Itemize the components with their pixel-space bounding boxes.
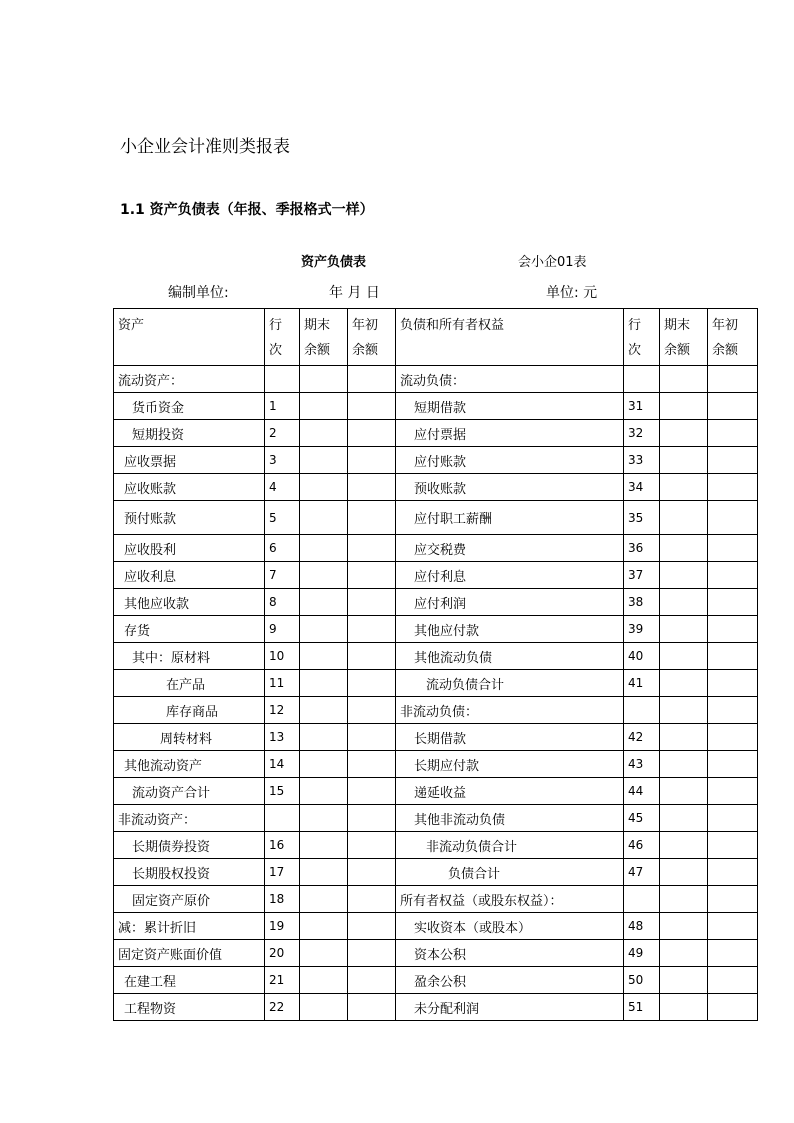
liability-begin-balance-cell[interactable]: [708, 778, 758, 805]
table-row: [114, 751, 758, 778]
asset-begin-balance-cell[interactable]: [348, 589, 396, 616]
liability-end-balance-cell[interactable]: [660, 616, 708, 643]
liability-item-label: 递延收益: [396, 778, 624, 805]
liability-item-label: 未分配利润: [396, 994, 624, 1021]
table-row: [114, 832, 758, 859]
asset-begin-balance-cell[interactable]: [348, 670, 396, 697]
header-liability: 负债和所有者权益: [396, 309, 624, 366]
liability-begin-balance-cell[interactable]: [708, 562, 758, 589]
header-begin-right-line1: 年初: [712, 318, 739, 333]
asset-begin-balance-cell[interactable]: [348, 562, 396, 589]
asset-begin-balance-cell[interactable]: [348, 501, 396, 535]
liability-row-number: 48: [624, 913, 660, 940]
liability-item-label: 非流动负债：: [396, 697, 624, 724]
header-begin-line1: 年初: [352, 318, 379, 333]
header-end-balance: [300, 309, 348, 366]
liability-end-balance-cell[interactable]: [660, 805, 708, 832]
table-row: [114, 724, 758, 751]
table-row: [114, 940, 758, 967]
asset-end-balance-cell[interactable]: [300, 967, 348, 994]
liability-item-label: 负债合计: [396, 859, 624, 886]
asset-item-label: 固定资产账面价值: [114, 940, 265, 967]
liability-item-label: 所有者权益（或股东权益）：: [396, 886, 624, 913]
liability-item-label: 非流动负债合计: [396, 832, 624, 859]
liability-begin-balance-cell[interactable]: [708, 616, 758, 643]
asset-begin-balance-cell[interactable]: [348, 832, 396, 859]
liability-begin-balance-cell[interactable]: [708, 913, 758, 940]
liability-end-balance-cell[interactable]: [660, 940, 708, 967]
liability-begin-balance-cell[interactable]: [708, 994, 758, 1021]
asset-row-number: [265, 805, 300, 832]
liability-item-label: 长期借款: [396, 724, 624, 751]
liability-end-balance-cell[interactable]: [660, 832, 708, 859]
liability-item-label: 应付职工薪酬: [396, 501, 624, 535]
liability-row-number: 38: [624, 589, 660, 616]
asset-row-number: 14: [265, 751, 300, 778]
asset-end-balance-cell[interactable]: [300, 940, 348, 967]
liability-end-balance-cell[interactable]: [660, 913, 708, 940]
liability-end-balance-cell[interactable]: [660, 967, 708, 994]
liability-end-balance-cell[interactable]: [660, 697, 708, 724]
liability-item-label: 应付票据: [396, 420, 624, 447]
asset-end-balance-cell[interactable]: [300, 420, 348, 447]
section-title: 1.1 资产负债表（年报、季报格式一样）: [120, 202, 374, 218]
header-end-balance-right: [660, 309, 708, 366]
liability-end-balance-cell[interactable]: [660, 393, 708, 420]
asset-item-label: 其他流动资产: [114, 751, 265, 778]
asset-item-label: 减：累计折旧: [114, 913, 265, 940]
asset-row-number: 22: [265, 994, 300, 1021]
header-begin-line2: 余额: [352, 343, 379, 358]
header-row-no: [265, 309, 300, 366]
liability-row-number: 41: [624, 670, 660, 697]
asset-row-number: 19: [265, 913, 300, 940]
liability-item-label: 资本公积: [396, 940, 624, 967]
liability-item-label: 应付账款: [396, 447, 624, 474]
asset-row-number: 6: [265, 535, 300, 562]
asset-begin-balance-cell[interactable]: [348, 474, 396, 501]
table-row: [114, 886, 758, 913]
header-end-line2: 余额: [304, 343, 331, 358]
liability-item-label: 其他非流动负债: [396, 805, 624, 832]
header-end-line1: 期末: [304, 318, 331, 333]
liability-begin-balance-cell[interactable]: [708, 393, 758, 420]
asset-item-label: 非流动资产：: [114, 805, 265, 832]
asset-end-balance-cell[interactable]: [300, 474, 348, 501]
balance-sheet-table: [113, 308, 758, 1021]
asset-item-label: 流动资产：: [114, 366, 265, 393]
asset-end-balance-cell[interactable]: [300, 643, 348, 670]
liability-end-balance-cell[interactable]: [660, 562, 708, 589]
table-row: [114, 913, 758, 940]
liability-begin-balance-cell[interactable]: [708, 751, 758, 778]
asset-item-label: 应收票据: [114, 447, 265, 474]
asset-row-number: 21: [265, 967, 300, 994]
table-row: [114, 535, 758, 562]
asset-item-label: 应收利息: [114, 562, 265, 589]
asset-end-balance-cell[interactable]: [300, 447, 348, 474]
asset-row-number: 8: [265, 589, 300, 616]
asset-item-label: 流动资产合计: [114, 778, 265, 805]
liability-row-number: 45: [624, 805, 660, 832]
asset-begin-balance-cell[interactable]: [348, 420, 396, 447]
compiler-label: 编制单位:: [168, 285, 229, 301]
asset-end-balance-cell[interactable]: [300, 589, 348, 616]
unit-label: 单位: 元: [546, 285, 598, 301]
date-label: 年 月 日: [329, 285, 380, 301]
asset-end-balance-cell[interactable]: [300, 724, 348, 751]
liability-end-balance-cell[interactable]: [660, 501, 708, 535]
asset-end-balance-cell[interactable]: [300, 393, 348, 420]
liability-begin-balance-cell[interactable]: [708, 832, 758, 859]
liability-begin-balance-cell[interactable]: [708, 805, 758, 832]
asset-end-balance-cell[interactable]: [300, 994, 348, 1021]
liability-end-balance-cell[interactable]: [660, 366, 708, 393]
asset-row-number: 5: [265, 501, 300, 535]
liability-begin-balance-cell[interactable]: [708, 447, 758, 474]
liability-item-label: 应付利润: [396, 589, 624, 616]
liability-row-number: 49: [624, 940, 660, 967]
liability-begin-balance-cell[interactable]: [708, 697, 758, 724]
asset-item-label: 在建工程: [114, 967, 265, 994]
asset-end-balance-cell[interactable]: [300, 886, 348, 913]
asset-row-number: 17: [265, 859, 300, 886]
table-row: [114, 778, 758, 805]
asset-item-label: 周转材料: [114, 724, 265, 751]
asset-end-balance-cell[interactable]: [300, 697, 348, 724]
asset-begin-balance-cell[interactable]: [348, 913, 396, 940]
asset-row-number: 9: [265, 616, 300, 643]
liability-begin-balance-cell[interactable]: [708, 940, 758, 967]
asset-item-label: 库存商品: [114, 697, 265, 724]
asset-row-number: 4: [265, 474, 300, 501]
liability-begin-balance-cell[interactable]: [708, 967, 758, 994]
table-row: [114, 967, 758, 994]
liability-begin-balance-cell[interactable]: [708, 724, 758, 751]
table-row: [114, 366, 758, 393]
asset-row-number: 15: [265, 778, 300, 805]
asset-end-balance-cell[interactable]: [300, 562, 348, 589]
asset-begin-balance-cell[interactable]: [348, 805, 396, 832]
asset-end-balance-cell[interactable]: [300, 670, 348, 697]
table-row: [114, 859, 758, 886]
liability-end-balance-cell[interactable]: [660, 589, 708, 616]
liability-row-number: 44: [624, 778, 660, 805]
asset-end-balance-cell[interactable]: [300, 501, 348, 535]
asset-item-label: 固定资产原价: [114, 886, 265, 913]
liability-item-label: 预收账款: [396, 474, 624, 501]
header-row-no-right-line2: 次: [628, 343, 642, 358]
asset-end-balance-cell[interactable]: [300, 832, 348, 859]
liability-begin-balance-cell[interactable]: [708, 670, 758, 697]
liability-begin-balance-cell[interactable]: [708, 366, 758, 393]
table-row: [114, 562, 758, 589]
header-row-no-right-line1: 行: [628, 318, 642, 333]
table-row: [114, 670, 758, 697]
liability-begin-balance-cell[interactable]: [708, 420, 758, 447]
asset-begin-balance-cell[interactable]: [348, 751, 396, 778]
liability-end-balance-cell[interactable]: [660, 994, 708, 1021]
liability-row-number: 37: [624, 562, 660, 589]
asset-begin-balance-cell[interactable]: [348, 535, 396, 562]
liability-end-balance-cell[interactable]: [660, 751, 708, 778]
asset-end-balance-cell[interactable]: [300, 616, 348, 643]
table-row: [114, 697, 758, 724]
liability-row-number: 47: [624, 859, 660, 886]
liability-end-balance-cell[interactable]: [660, 474, 708, 501]
liability-end-balance-cell[interactable]: [660, 643, 708, 670]
asset-end-balance-cell[interactable]: [300, 535, 348, 562]
asset-begin-balance-cell[interactable]: [348, 643, 396, 670]
liability-item-label: 盈余公积: [396, 967, 624, 994]
liability-item-label: 流动负债：: [396, 366, 624, 393]
asset-begin-balance-cell[interactable]: [348, 366, 396, 393]
table-row: [114, 643, 758, 670]
asset-begin-balance-cell[interactable]: [348, 886, 396, 913]
asset-end-balance-cell[interactable]: [300, 859, 348, 886]
liability-row-number: 50: [624, 967, 660, 994]
liability-begin-balance-cell[interactable]: [708, 859, 758, 886]
asset-end-balance-cell[interactable]: [300, 366, 348, 393]
asset-end-balance-cell[interactable]: [300, 751, 348, 778]
table-row: [114, 474, 758, 501]
asset-row-number: 3: [265, 447, 300, 474]
liability-row-number: 33: [624, 447, 660, 474]
table-row: [114, 420, 758, 447]
table-row: [114, 393, 758, 420]
asset-item-label: 货币资金: [114, 393, 265, 420]
asset-item-label: 工程物资: [114, 994, 265, 1021]
header-begin-right-line2: 余额: [712, 343, 739, 358]
asset-row-number: 20: [265, 940, 300, 967]
liability-item-label: 实收资本（或股本）: [396, 913, 624, 940]
liability-row-number: 39: [624, 616, 660, 643]
liability-item-label: 流动负债合计: [396, 670, 624, 697]
asset-begin-balance-cell[interactable]: [348, 616, 396, 643]
asset-end-balance-cell[interactable]: [300, 805, 348, 832]
liability-row-number: 32: [624, 420, 660, 447]
liability-end-balance-cell[interactable]: [660, 670, 708, 697]
liability-item-label: 其他应付款: [396, 616, 624, 643]
header-row-no-line1: 行: [269, 318, 283, 333]
liability-item-label: 短期借款: [396, 393, 624, 420]
liability-end-balance-cell[interactable]: [660, 886, 708, 913]
header-begin-balance: [348, 309, 396, 366]
asset-end-balance-cell[interactable]: [300, 913, 348, 940]
liability-begin-balance-cell[interactable]: [708, 643, 758, 670]
asset-begin-balance-cell[interactable]: [348, 940, 396, 967]
asset-row-number: 13: [265, 724, 300, 751]
asset-begin-balance-cell[interactable]: [348, 994, 396, 1021]
asset-end-balance-cell[interactable]: [300, 778, 348, 805]
liability-row-number: [624, 366, 660, 393]
table-row: [114, 616, 758, 643]
liability-end-balance-cell[interactable]: [660, 535, 708, 562]
liability-row-number: [624, 886, 660, 913]
asset-row-number: 11: [265, 670, 300, 697]
asset-row-number: 18: [265, 886, 300, 913]
liability-end-balance-cell[interactable]: [660, 778, 708, 805]
asset-item-label: 预付账款: [114, 501, 265, 535]
asset-row-number: [265, 366, 300, 393]
table-row: [114, 994, 758, 1021]
liability-end-balance-cell[interactable]: [660, 724, 708, 751]
header-begin-balance-right: [708, 309, 758, 366]
liability-row-number: 36: [624, 535, 660, 562]
header-end-right-line2: 余额: [664, 343, 691, 358]
asset-begin-balance-cell[interactable]: [348, 724, 396, 751]
asset-item-label: 长期债券投资: [114, 832, 265, 859]
header-row-no-right: [624, 309, 660, 366]
document-title: 小企业会计准则类报表: [120, 137, 290, 157]
liability-end-balance-cell[interactable]: [660, 447, 708, 474]
asset-item-label: 应收账款: [114, 474, 265, 501]
table-title: 资产负债表: [301, 255, 367, 270]
asset-item-label: 长期股权投资: [114, 859, 265, 886]
asset-item-label: 存货: [114, 616, 265, 643]
form-number: 会小企01表: [518, 255, 587, 270]
liability-row-number: 51: [624, 994, 660, 1021]
asset-item-label: 其中：原材料: [114, 643, 265, 670]
liability-row-number: 42: [624, 724, 660, 751]
asset-row-number: 12: [265, 697, 300, 724]
asset-item-label: 其他应收款: [114, 589, 265, 616]
liability-begin-balance-cell[interactable]: [708, 474, 758, 501]
liability-item-label: 长期应付款: [396, 751, 624, 778]
asset-begin-balance-cell[interactable]: [348, 447, 396, 474]
asset-begin-balance-cell[interactable]: [348, 859, 396, 886]
asset-row-number: 7: [265, 562, 300, 589]
asset-begin-balance-cell[interactable]: [348, 778, 396, 805]
liability-begin-balance-cell[interactable]: [708, 589, 758, 616]
liability-begin-balance-cell[interactable]: [708, 501, 758, 535]
asset-row-number: 1: [265, 393, 300, 420]
header-row-no-line2: 次: [269, 343, 283, 358]
liability-row-number: 43: [624, 751, 660, 778]
asset-row-number: 2: [265, 420, 300, 447]
liability-row-number: 35: [624, 501, 660, 535]
table-row: [114, 589, 758, 616]
asset-row-number: 10: [265, 643, 300, 670]
liability-row-number: [624, 697, 660, 724]
table-row: [114, 805, 758, 832]
asset-begin-balance-cell[interactable]: [348, 393, 396, 420]
header-asset: 资产: [114, 309, 265, 366]
asset-row-number: 16: [265, 832, 300, 859]
liability-begin-balance-cell[interactable]: [708, 886, 758, 913]
asset-item-label: 短期投资: [114, 420, 265, 447]
asset-begin-balance-cell[interactable]: [348, 697, 396, 724]
liability-row-number: 31: [624, 393, 660, 420]
liability-end-balance-cell[interactable]: [660, 859, 708, 886]
liability-row-number: 34: [624, 474, 660, 501]
liability-begin-balance-cell[interactable]: [708, 535, 758, 562]
table-header-row: [114, 309, 758, 366]
table-row: [114, 501, 758, 535]
liability-item-label: 应交税费: [396, 535, 624, 562]
asset-item-label: 在产品: [114, 670, 265, 697]
liability-item-label: 其他流动负债: [396, 643, 624, 670]
liability-row-number: 46: [624, 832, 660, 859]
liability-end-balance-cell[interactable]: [660, 420, 708, 447]
table-row: [114, 447, 758, 474]
asset-begin-balance-cell[interactable]: [348, 967, 396, 994]
header-end-right-line1: 期末: [664, 318, 691, 333]
liability-item-label: 应付利息: [396, 562, 624, 589]
asset-item-label: 应收股利: [114, 535, 265, 562]
liability-row-number: 40: [624, 643, 660, 670]
